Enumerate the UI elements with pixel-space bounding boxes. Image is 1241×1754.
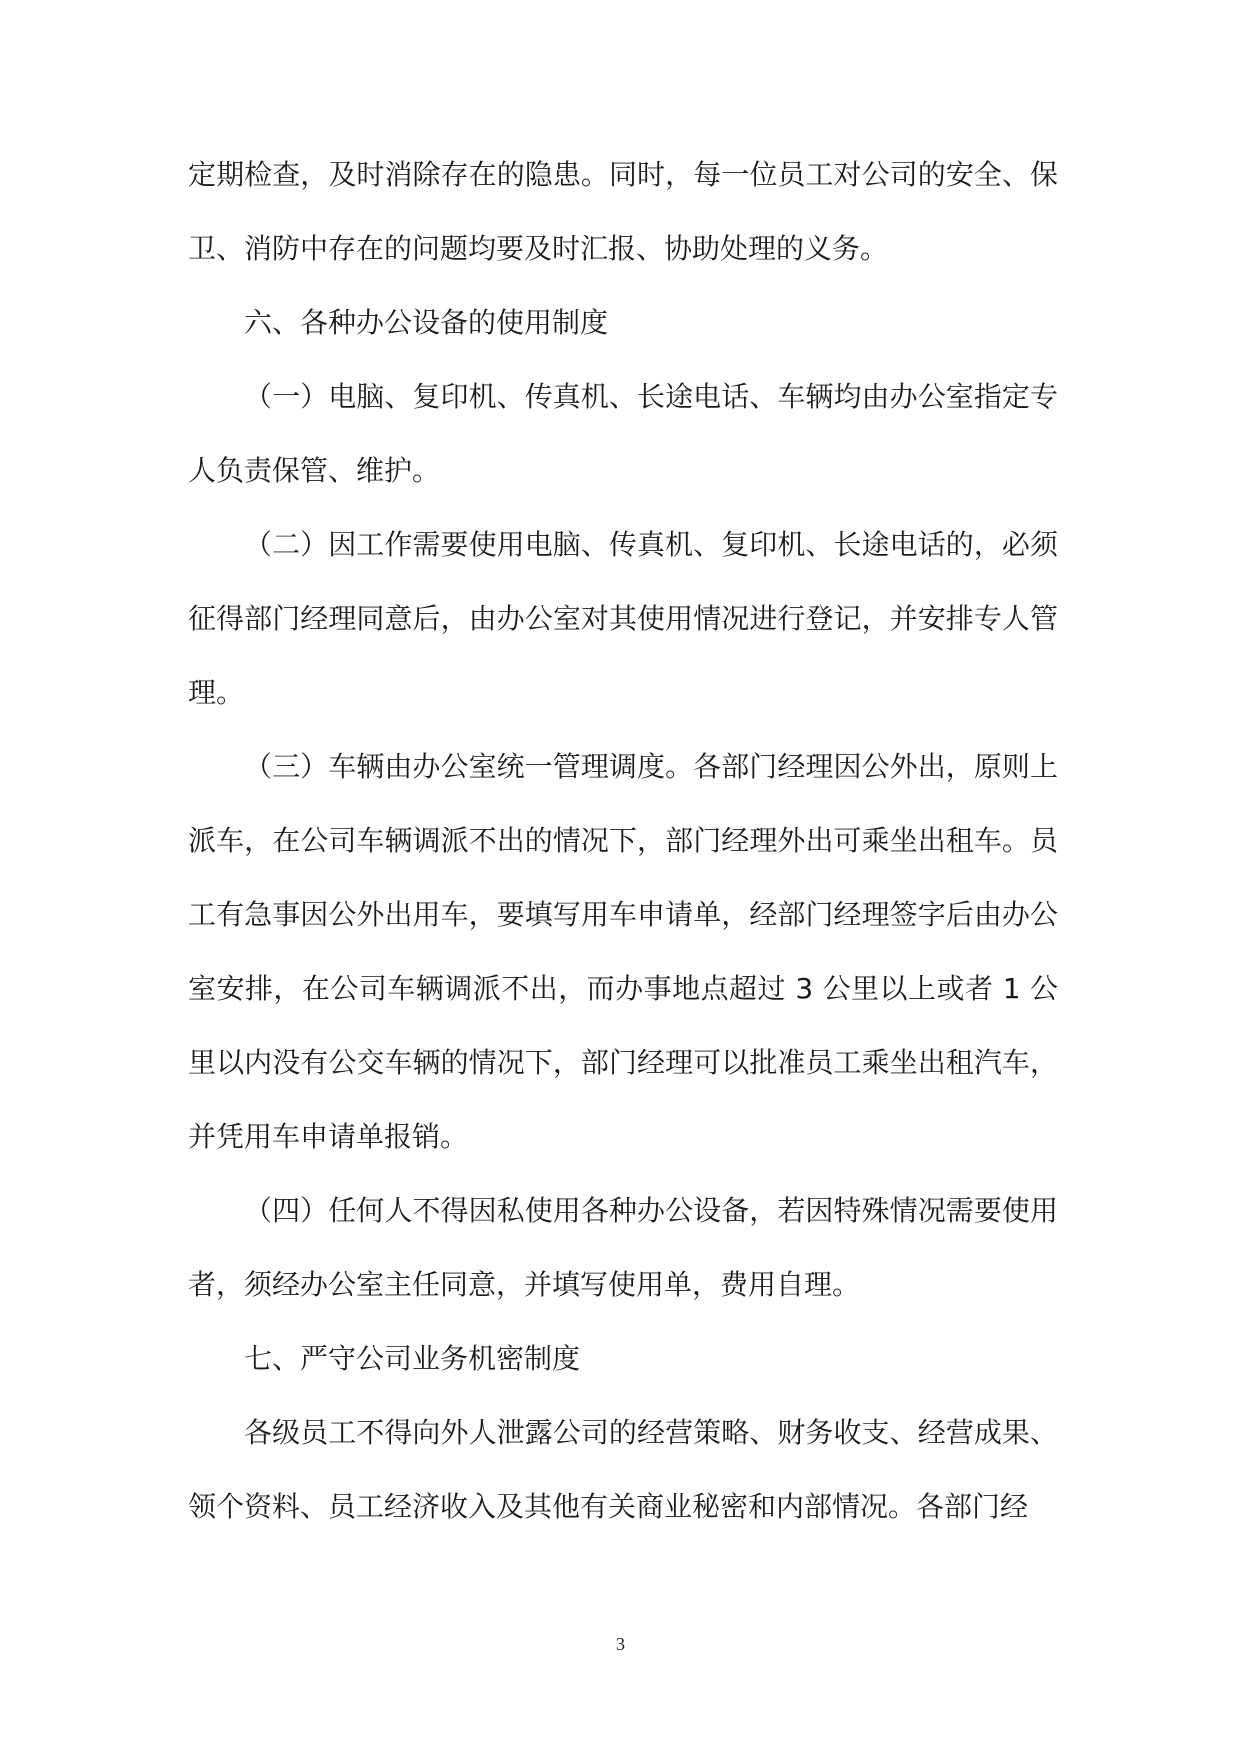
paragraph-equipment-custody: （一）电脑、复印机、传真机、长途电话、车辆均由办公室指定专人负责保管、维护。 (188, 380, 1058, 487)
paragraph-equipment-approval: （二）因工作需要使用电脑、传真机、复印机、长途电话的，必须征得部门经理同意后，由办公室对其使用情况进行登记，并安排专人管理。 (188, 528, 1058, 709)
heading-confidentiality: 七、严守公司业务机密制度 (244, 1342, 581, 1375)
paragraph-confidentiality: 各级员工不得向外人泄露公司的经营策略、财务收支、经营成果、领个资料、员工经济收入及其他有关商业秘密和内部情况。各部门经 (188, 1416, 1058, 1523)
body-text (188, 138, 1058, 1544)
paragraph-safety-duty: 定期检查，及时消除存在的隐患。同时，每一位员工对公司的安全、保卫、消防中存在的问题均要及时汇报、协助处理的义务。 (188, 158, 1058, 265)
heading-office-equipment: 六、各种办公设备的使用制度 (244, 306, 609, 339)
paragraph-private-use: （四）任何人不得因私使用各种办公设备，若因特殊情况需要使用者，须经办公室主任同意，并填写使用单，费用自理。 (188, 1194, 1058, 1301)
paragraph-vehicle-dispatch: （三）车辆由办公室统一管理调度。各部门经理因公外出，原则上派车，在公司车辆调派不出的情况下，部门经理外出可乘坐出租车。员工有急事因公外出用车，要填写用车申请单，经部门经理签字后由办公室安排，在公司车辆调派不出，而办事地点超过 3 公里以上或者 1 公里以内没有公交车辆的情况下，部门经理可以批准员工乘坐出租汽车，并凭用车申请单报销。 (188, 750, 1058, 1153)
page-number: 3 (616, 1634, 625, 1654)
